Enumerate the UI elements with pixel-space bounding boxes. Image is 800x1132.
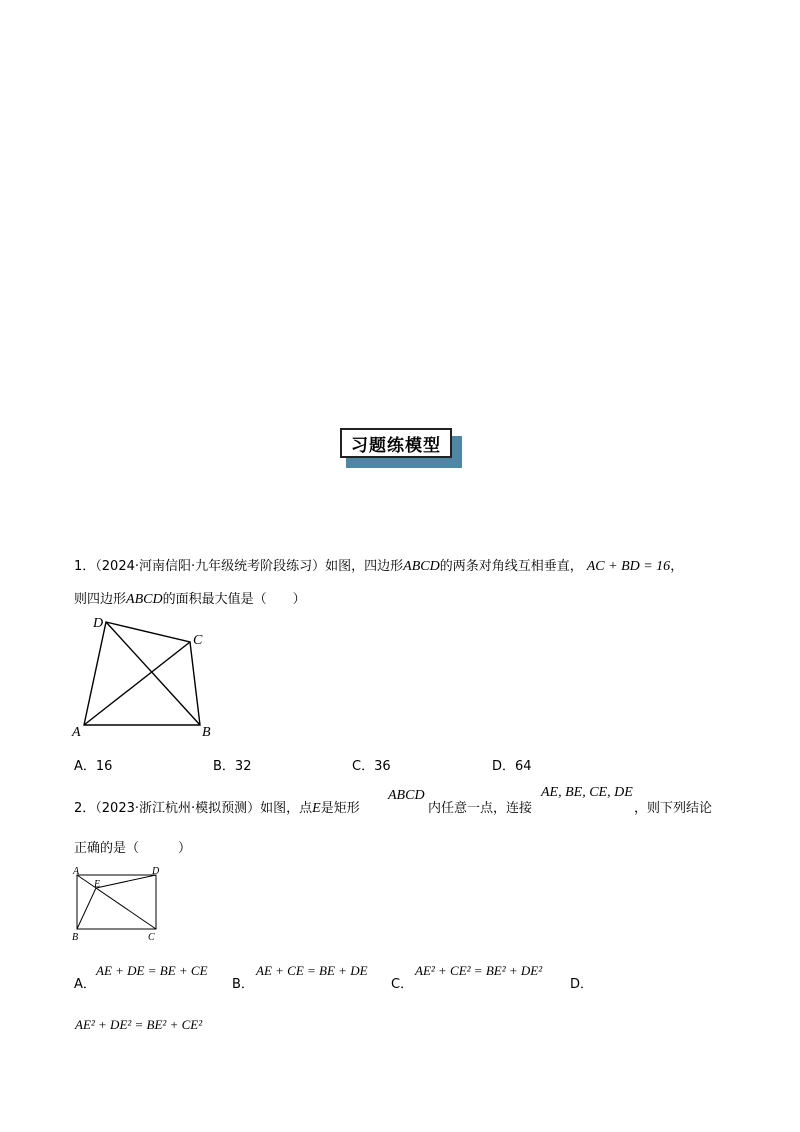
q2-label-b: B (72, 932, 79, 943)
q2-option-c-expr: AE² + CE² = BE² + DE² (415, 963, 543, 978)
q1-line2-abcd: ABCD (126, 592, 163, 607)
q1-text-a: 如图，四边形 (325, 559, 404, 574)
q1-diagonal-ac (84, 642, 190, 725)
q1-diagonal-bd (106, 622, 200, 725)
q2-rectangle-figure (68, 864, 173, 944)
q1-number: 1． (74, 559, 96, 574)
q2-option-d-letter[interactable]: D． (570, 977, 594, 992)
section-header (340, 428, 452, 458)
q1-option-c[interactable] (352, 759, 391, 775)
q1-option-d-letter: D． (492, 759, 516, 774)
q2-option-a-letter[interactable]: A． (74, 977, 96, 992)
q1-math-cond: AC + BD = 16 (586, 559, 671, 574)
q2-math-e: E (312, 801, 321, 816)
q2-source: （2023·浙江杭州·模拟预测） (95, 801, 261, 816)
q2-number: 2． (74, 801, 96, 816)
q2-label-a: A (73, 866, 80, 877)
q1-text-c: ， (670, 559, 684, 574)
q1-text-b: 的两条对角线互相垂直， (439, 559, 583, 574)
q1-source: （2024·河南信阳·九年级统考阶段练习） (95, 559, 326, 574)
q2-segment-de (96, 875, 156, 888)
q1-line2 (74, 592, 306, 608)
q2-segment-be (77, 888, 96, 929)
section-title: 习题练模型 (351, 435, 441, 456)
q2-text-a: 如图，点 (260, 801, 313, 816)
q2-text-c: 内任意一点，连接 (428, 801, 533, 816)
q1-line2-b: 的面积最大值是（ ） (162, 592, 306, 607)
q1-label-b: B (202, 725, 211, 740)
q2-option-d-expr: AE² + DE² = BE² + CE² (75, 1017, 203, 1032)
q2-option-b-expr: AE + CE = BE + DE (256, 963, 368, 978)
q1-label-d: D (93, 616, 104, 631)
q1-label-a: A (72, 725, 81, 740)
q2-label-c: C (148, 932, 155, 943)
q1-option-a-value: 16 (95, 759, 113, 774)
q1-label-c: C (193, 633, 203, 648)
q1-line2-a: 则四边形 (74, 592, 127, 607)
q2-option-c-letter[interactable]: C． (391, 977, 414, 992)
q1-option-d-value: 64 (515, 759, 532, 774)
q1-option-c-value: 36 (374, 759, 391, 774)
q2-math-segs: AE, BE, CE, DE (541, 785, 633, 800)
q2-text-d: ，则下列结论 (634, 801, 713, 816)
q1-quad-outline (84, 622, 200, 725)
q1-option-b-value: 32 (234, 759, 252, 774)
q2-line1-start (74, 801, 360, 817)
q1-option-c-letter: C． (352, 759, 375, 774)
q1-option-b-letter: B． (213, 759, 235, 774)
q1-line1 (74, 559, 683, 575)
q2-option-b-letter[interactable]: B． (232, 977, 254, 992)
q2-label-d: D (152, 866, 160, 877)
q1-math-abcd: ABCD (403, 559, 440, 574)
q2-option-a-expr: AE + DE = BE + CE (96, 963, 208, 978)
q2-line2: 正确的是（ ） (74, 841, 192, 856)
q1-option-b[interactable] (213, 759, 251, 775)
q2-segment-ce (96, 888, 156, 929)
q2-label-e: E (94, 879, 101, 890)
q2-text-b: 是矩形 (320, 801, 360, 816)
q1-figure-lines (84, 622, 200, 725)
q2-figure-lines (77, 875, 156, 929)
q1-option-d[interactable] (492, 759, 532, 775)
q2-math-abcd: ABCD (388, 788, 425, 803)
q1-option-a-letter: A． (74, 759, 96, 774)
q1-quadrilateral-figure (68, 612, 218, 742)
q1-option-a[interactable] (74, 759, 112, 775)
